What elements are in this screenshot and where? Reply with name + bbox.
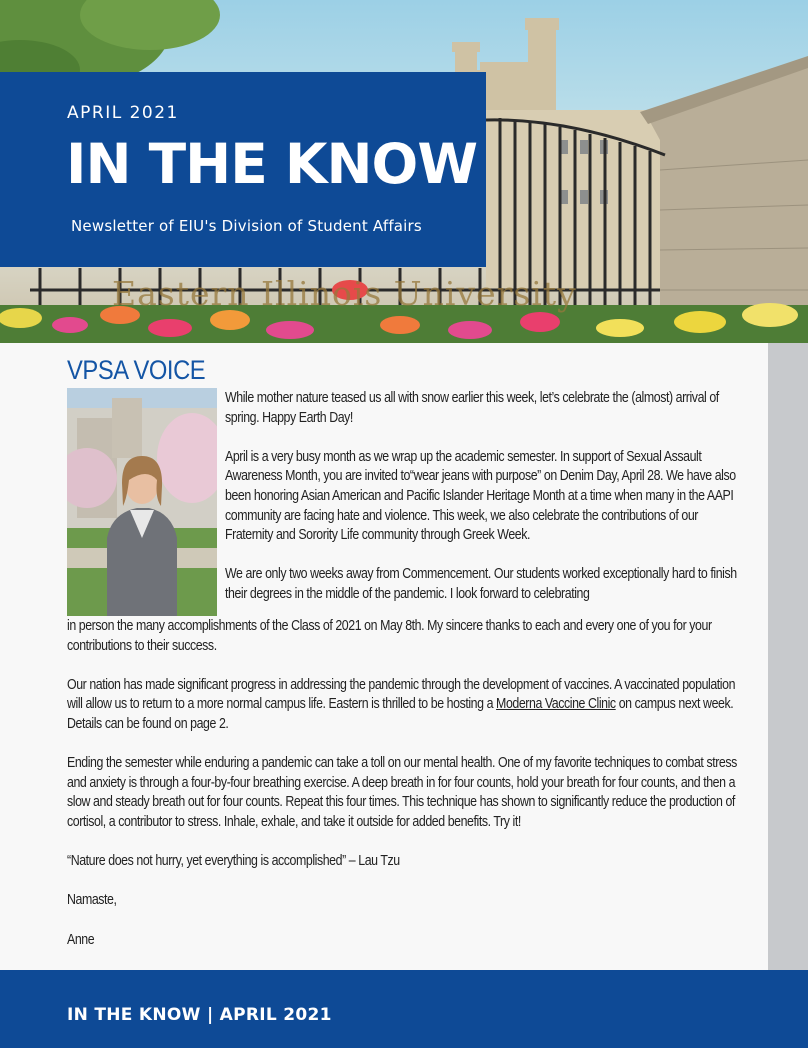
author-portrait [67, 388, 217, 616]
issue-date: APRIL 2021 [67, 103, 179, 123]
article-text-beside-photo [225, 389, 741, 605]
paragraph-wellness: Ending the semester while enduring a pandemic can take a toll on our mental health. One of my favorite techniques to combat stress and anxiety is through a four-by-four breathing exercise. A deep breath in for four counts, hold your breath for four counts, and then a slow and steady breath out for four counts. Repeat this four times. This technique has shown to significantly reduce the production of cortisol, a contributor to stress. Inhale, exhale, and take it outside for added benefits. Try it! [67, 755, 737, 830]
paragraph-commencement-b: in person the many accomplishments of the Class of 2021 on May 8th. My sincere thanks to each and every one of you for your contributions to their success. [67, 618, 712, 654]
paragraph-april: April is a very busy month as we wrap up the academic semester. In support of Sexual Assault Awareness Month, you are invited to“wear jeans with purpose” on Denim Day, April 28. We have also been honoring Asian American and Pacific Islander Heritage Month at a time when many in the AAPI community are facing hate and violence. This week, we also celebrate the contributions of our Fraternity and Sorority Life community through Greek Week. [225, 448, 736, 544]
side-bar [768, 343, 808, 970]
signature: Anne [67, 931, 95, 948]
newsletter-title: IN THE KNOW [66, 132, 477, 196]
paragraph-commencement-a: We are only two weeks away from Commencement. Our students worked exceptionally hard to finish their degrees in the middle of the pandemic. I look forward to celebrating [225, 566, 737, 602]
paragraph-intro: While mother nature teased us all with snow earlier this week, let’s celebrate the (almost) arrival of spring. Happy Earth Day! [225, 390, 719, 426]
moderna-clinic-link[interactable]: Moderna Vaccine Clinic [496, 696, 616, 713]
quote: “Nature does not hurry, yet everything is accomplished” – Lau Tzu [67, 853, 400, 870]
university-sign-text: Eastern Illinois University [112, 274, 577, 313]
article-text-full-width [67, 617, 752, 950]
stone-pillar [640, 56, 808, 343]
vaccine-text-before: Our nation has made significant progress in addressing the pandemic through the development of vaccines. A vaccinated population will allow us to return to a more normal campus life. Eastern is thrilled to be hosting a [67, 676, 736, 713]
vaccine-text-after: on campus next week. Details can be found on page 2. [67, 696, 734, 732]
footer-text: IN THE KNOW | APRIL 2021 [67, 1005, 332, 1025]
paragraph-vaccine [67, 676, 752, 735]
newsletter-subtitle: Newsletter of EIU's Division of Student Affairs [71, 217, 422, 235]
closing: Namaste, [67, 892, 117, 909]
section-heading: VPSA VOICE [67, 355, 206, 385]
